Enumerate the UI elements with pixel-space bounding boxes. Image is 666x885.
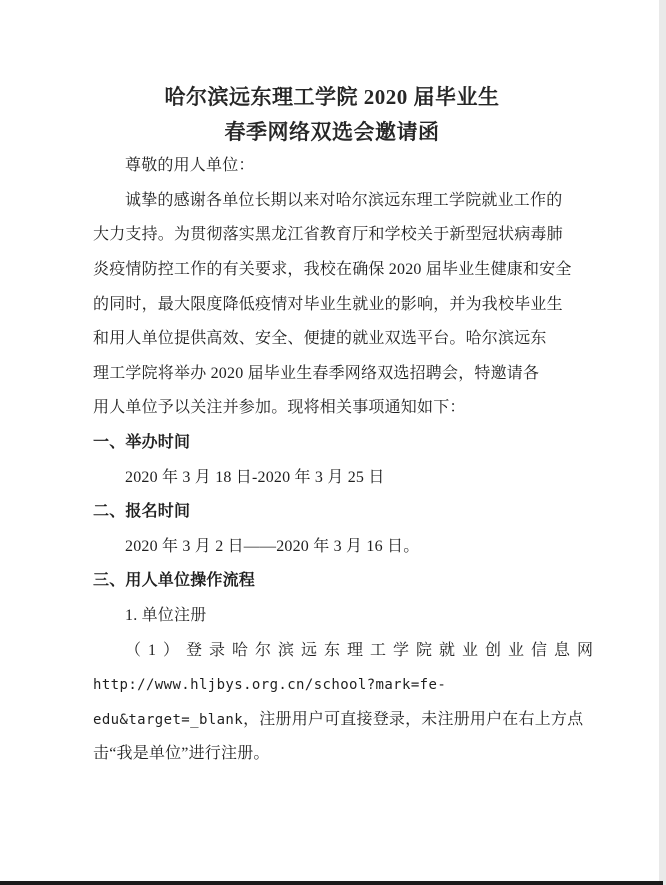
- paragraph-line-4: 的同时，最大限度降低疫情对毕业生就业的影响，并为我校毕业生: [93, 295, 563, 313]
- paragraph-line-2: 大力支持。为贯彻落实黑龙江省教育厅和学校关于新型冠状病毒肺: [93, 226, 563, 244]
- document-body: [93, 80, 601, 772]
- registration-instruction-text: ，注册用户可直接登录，未注册用户在右上方点: [243, 710, 584, 728]
- section-1-date-range: 2020 年 3 月 18 日-2020 年 3 月 25 日: [125, 468, 385, 486]
- closing-line: 击“我是单位”进行注册。: [93, 745, 270, 763]
- paragraph-line-1: 诚挚的感谢各单位长期以来对哈尔滨远东理工学院就业工作的: [125, 191, 563, 209]
- section-2-date-range: 2020 年 3 月 2 日——2020 年 3 月 16 日。: [125, 537, 420, 555]
- website-url-tail: edu&target=_blank: [93, 711, 244, 728]
- step-1-instruction: （1）登录哈尔滨远东理工学院就业创业信息网: [125, 641, 601, 659]
- paragraph-line-5: 和用人单位提供高效、安全、便捷的就业双选平台。哈尔滨远东: [93, 330, 547, 348]
- step-1-label: 1. 单位注册: [125, 606, 207, 624]
- scan-bottom-edge: [0, 881, 663, 885]
- document-title-line-1: 哈尔滨远东理工学院 2020 届毕业生: [164, 85, 500, 109]
- section-2-heading: 二、报名时间: [93, 503, 191, 521]
- paragraph-line-3: 炎疫情防控工作的有关要求，我校在确保 2020 届毕业生健康和安全: [93, 260, 572, 278]
- salutation: 尊敬的用人单位：: [125, 157, 255, 175]
- section-1-heading: 一、举办时间: [93, 433, 191, 451]
- website-url-line: http://www.hljbys.org.cn/school?mark=fe-: [93, 677, 447, 694]
- url-continuation-line: [93, 703, 584, 738]
- section-3-heading: 三、用人单位操作流程: [93, 572, 256, 590]
- paragraph-line-7: 用人单位予以关注并参加。现将相关事项通知如下：: [93, 399, 466, 417]
- document-title-line-2: 春季网络双选会邀请函: [224, 119, 440, 144]
- scan-right-edge: [659, 0, 666, 885]
- paragraph-line-6: 理工学院将举办 2020 届毕业生春季网络双选招聘会，特邀请各: [93, 364, 540, 382]
